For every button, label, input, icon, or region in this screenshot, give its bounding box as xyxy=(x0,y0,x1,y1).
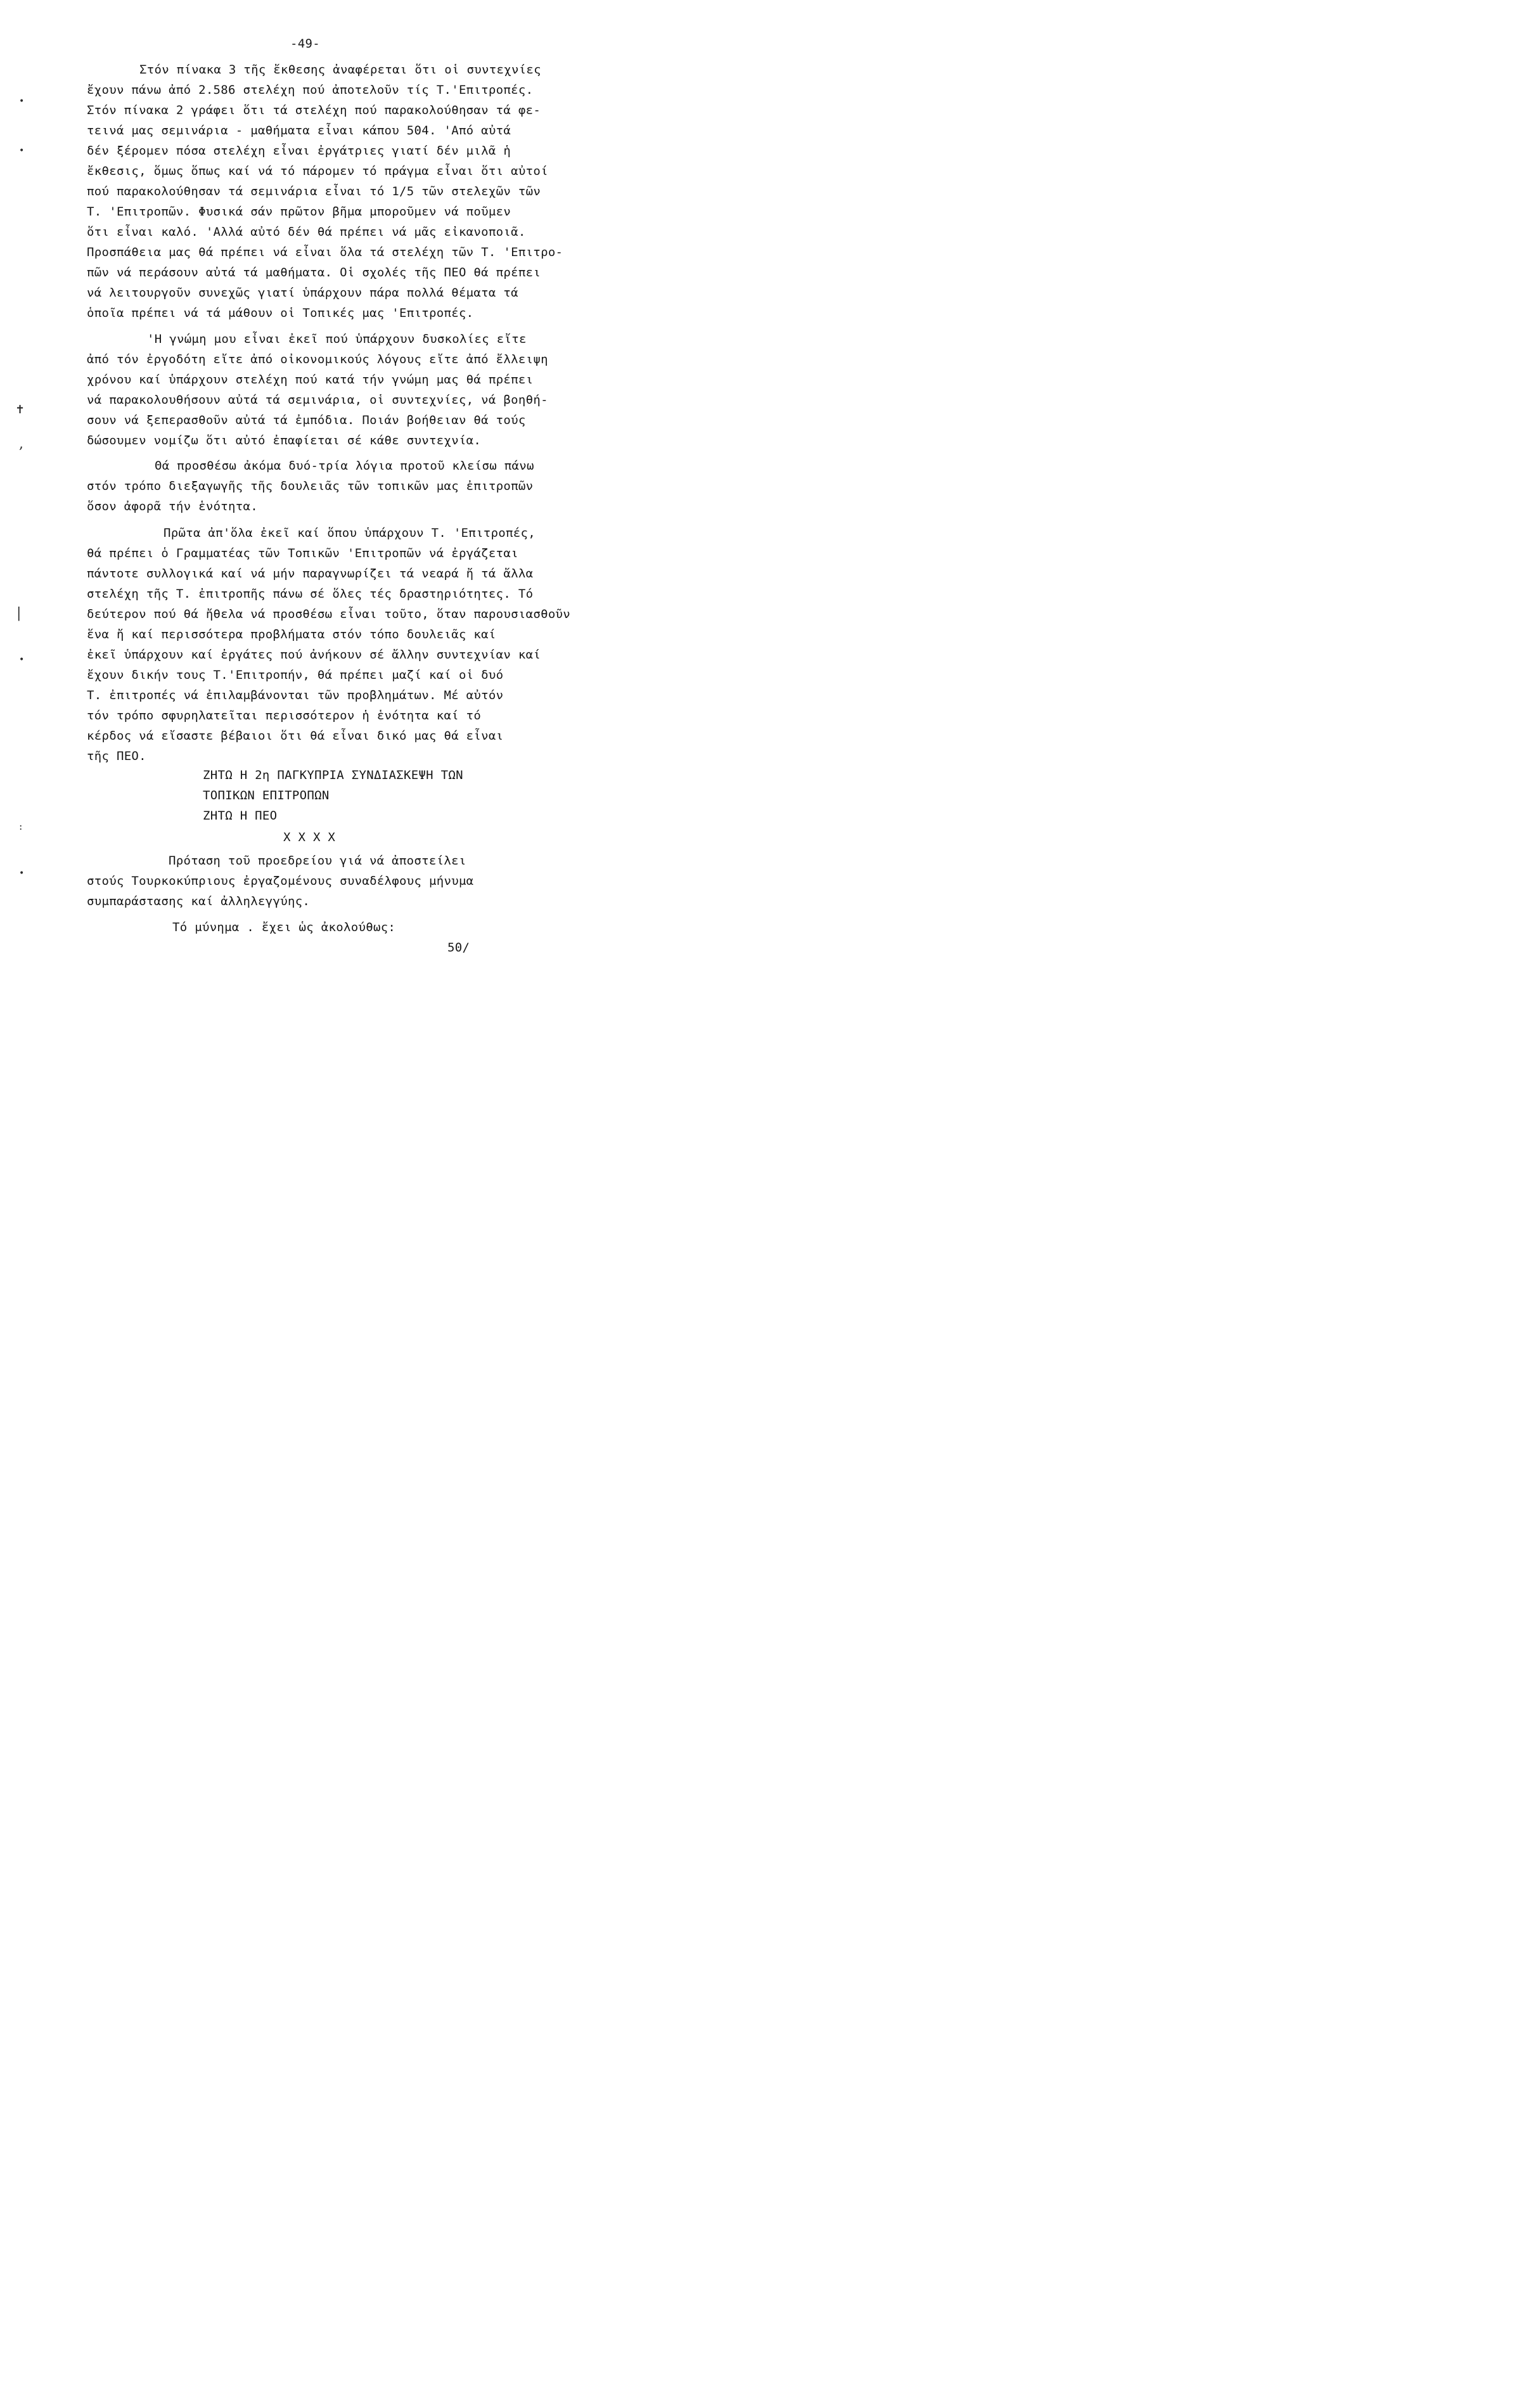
text-line: Προσπάθεια μας θά πρέπει νά εἶναι ὅλα τά στελέχη τῶν Τ. 'Επιτρο- xyxy=(87,245,563,259)
text-line: Τ. 'Επιτροπῶν. Φυσικά σάν πρῶτον βῆμα μποροῦμεν νά ποῦμεν xyxy=(87,205,511,219)
text-line: ἔκθεσις, ὅμως ὅπως καί νά τό πάρομεν τό πράγμα εἶναι ὅτι αὐτοί xyxy=(87,164,548,178)
text-line: τῆς ΠΕΟ. xyxy=(87,749,146,763)
next-page-marker: 50/ xyxy=(447,941,470,955)
text-line: στελέχη τῆς Τ. ἐπιτροπῆς πάνω σέ ὅλες τές δραστηριότητες. Τό xyxy=(87,587,534,601)
text-line: χρόνου καί ὑπάρχουν στελέχη πού κατά τήν γνώμη μας θά πρέπει xyxy=(87,373,534,387)
text-line: 'Η γνώμη μου εἶναι ἐκεῖ πού ὑπάρχουν δυσκολίες εἴτε xyxy=(147,332,527,346)
page-number: -49- xyxy=(290,37,320,51)
slogan-line: ΖΗΤΩ Η 2η ΠΑΓΚΥΠΡΙΑ ΣΥΝΔΙΑΣΚΕΨΗ ΤΩΝ xyxy=(203,768,463,782)
text-line: ἐκεῖ ὑπάρχουν καί ἐργάτες πού ἀνήκουν σέ ἄλλην συντεχνίαν καί xyxy=(87,648,541,662)
scan-mark: • xyxy=(19,96,25,106)
text-line: ἕνα ἤ καί περισσότερα προβλήματα στόν τόπο δουλειᾶς καί xyxy=(87,628,496,641)
text-line: νά παρακολουθήσουν αὐτά τά σεμινάρια, οἱ συντεχνίες, νά βοηθή- xyxy=(87,393,548,407)
scan-mark: • xyxy=(19,868,25,879)
text-line: πού παρακολούθησαν τά σεμινάρια εἶναι τό 1/5 τῶν στελεχῶν τῶν xyxy=(87,184,541,198)
scan-mark: | xyxy=(16,605,22,621)
text-line: δέν ξέρομεν πόσα στελέχη εἶναι ἐργάτριες γιατί δέν μιλᾶ ἡ xyxy=(87,144,511,158)
text-line: ἔχουν δικήν τους Τ.'Επιτροπήν, θά πρέπει μαζί καί οἱ δυό xyxy=(87,668,504,682)
section-separator: Χ Χ Χ Χ xyxy=(283,830,336,844)
text-line: Στόν πίνακα 2 γράφει ὅτι τά στελέχη πού παρακολούθησαν τά φε- xyxy=(87,103,541,117)
text-line: νά λειτουργοῦν συνεχῶς γιατί ὑπάρχουν πάρα πολλά θέματα τά xyxy=(87,286,518,300)
text-line: σουν νά ξεπερασθοῦν αὐτά τά ἐμπόδια. Ποιάν βοήθειαν θά τούς xyxy=(87,413,526,427)
text-line: Θά προσθέσω ἀκόμα δυό-τρία λόγια προτοῦ κλείσω πάνω xyxy=(155,459,534,473)
text-line: Πρῶτα ἀπ'ὅλα ἐκεῖ καί ὅπου ὑπάρχουν Τ. 'Επιτροπές, xyxy=(164,526,536,540)
text-line: ἔχουν πάνω ἀπό 2.586 στελέχη πού ἀποτελοῦν τίς Τ.'Επιτροπές. xyxy=(87,83,534,97)
scan-mark: • xyxy=(19,655,25,665)
text-line: συμπαράστασης καί ἀλληλεγγύης. xyxy=(87,894,311,908)
text-line: ὅτι εἶναι καλό. 'Αλλά αὐτό δέν θά πρέπει νά μᾶς εἰκανοποιᾶ. xyxy=(87,225,526,239)
scan-mark: ✝ xyxy=(15,403,25,416)
text-line: Τ. ἐπιτροπές νά ἐπιλαμβάνονται τῶν προβλημάτων. Μέ αὐτόν xyxy=(87,688,504,702)
slogan-line: ΖΗΤΩ Η ΠΕΟ xyxy=(203,809,278,823)
text-line: δώσουμεν νομίζω ὅτι αὐτό ἐπαφίεται σέ κάθε συντεχνία. xyxy=(87,434,482,447)
text-line: πάντοτε συλλογικά καί νά μήν παραγνωρίζει τά νεαρά ἤ τά ἄλλα xyxy=(87,567,534,581)
slogan-line: ΤΟΠΙΚΩΝ ΕΠΙΤΡΟΠΩΝ xyxy=(203,789,330,802)
text-line: κέρδος νά εἴσαστε βέβαιοι ὅτι θά εἶναι δικό μας θά εἶναι xyxy=(87,729,504,743)
text-line: στούς Τουρκοκύπριους ἐργαζομένους συναδέλφους μήνυμα xyxy=(87,874,474,888)
text-line: ἀπό τόν ἐργοδότη εἴτε ἀπό οἰκονομικούς λόγους εἴτε ἀπό ἔλλειψη xyxy=(87,352,548,366)
scan-mark: , xyxy=(19,436,24,452)
text-line: ὁποῖα πρέπει νά τά μάθουν οἱ Τοπικές μας 'Επιτροπές. xyxy=(87,306,474,320)
text-line: τεινά μας σεμινάρια - μαθήματα εἶναι κάπου 504. 'Από αὐτά xyxy=(87,124,511,138)
text-line: Πρόταση τοῦ προεδρείου γιά νά ἀποστείλει xyxy=(169,854,466,868)
text-line: ὅσον ἀφορᾶ τήν ἑνότητα. xyxy=(87,499,258,513)
text-line: πῶν νά περάσουν αὐτά τά μαθήματα. Οἱ σχολές τῆς ΠΕΟ θά πρέπει xyxy=(87,266,541,280)
text-line: στόν τρόπο διεξαγωγῆς τῆς δουλειᾶς τῶν τοπικῶν μας ἐπιτροπῶν xyxy=(87,479,534,493)
text-line: δεύτερον πού θά ἤθελα νά προσθέσω εἶναι τοῦτο, ὅταν παρουσιασθοῦν xyxy=(87,607,571,621)
message-intro: Τό μύνημα . ἔχει ὡς ἀκολούθως: xyxy=(172,920,396,934)
text-line: Στόν πίνακα 3 τῆς ἔκθεσης ἀναφέρεται ὅτι οἱ συντεχνίες xyxy=(139,63,541,77)
text-line: τόν τρόπο σφυρηλατεῖται περισσότερον ἡ ἑνότητα καί τό xyxy=(87,709,482,723)
scan-mark: • xyxy=(19,146,25,156)
document-page xyxy=(0,0,634,1003)
text-line: θά πρέπει ὁ Γραμματέας τῶν Τοπικῶν 'Επιτροπῶν νά ἐργάζεται xyxy=(87,546,518,560)
scan-mark: : xyxy=(19,820,23,832)
